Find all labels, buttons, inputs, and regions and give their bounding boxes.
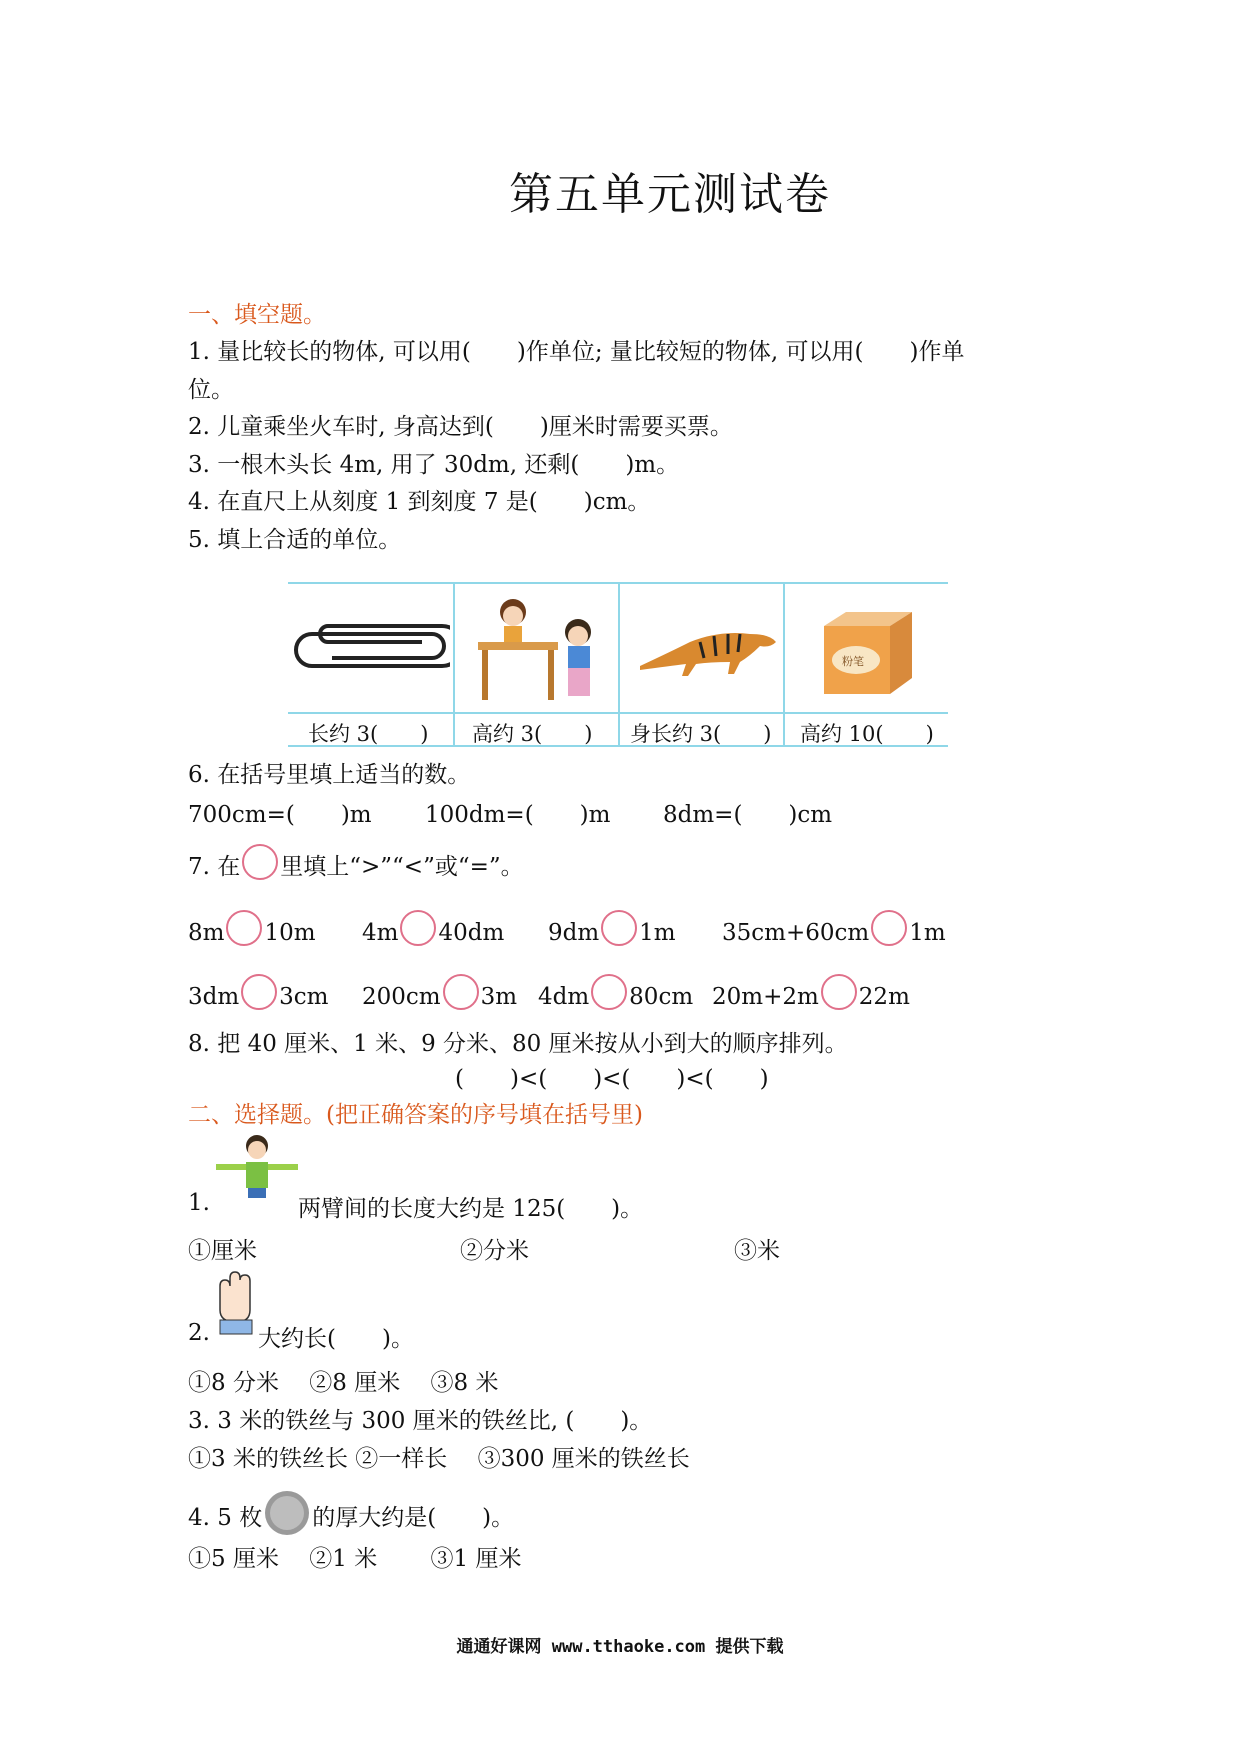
paperclip-icon (292, 622, 450, 670)
choice-1-text: 两臂间的长度大约是 125( )。 (298, 1196, 644, 1222)
cell-caption-4: 高约 10( ) (800, 722, 934, 746)
question-5: 5. 填上合适的单位。 (188, 527, 402, 553)
choice-3-text: 3. 3 米的铁丝与 300 厘米的铁丝比, ( )。 (188, 1408, 653, 1434)
compare-2: 4m 40dm (362, 916, 504, 952)
cell-caption-2: 高约 3( ) (472, 722, 593, 746)
answer-circle[interactable] (871, 910, 907, 946)
cell-caption-3: 身长约 3( ) (630, 722, 772, 746)
question-1-cont: 位。 (188, 377, 234, 403)
compare-circle-icon (242, 844, 278, 880)
choice-2-options: ①8 分米 ②8 厘米 ③8 米 (188, 1370, 499, 1396)
question-1: 1. 量比较长的物体, 可以用( )作单位; 量比较短的物体, 可以用( )作单 (188, 339, 965, 365)
conversion-3: 8dm=( )cm (663, 802, 833, 828)
answer-circle[interactable] (241, 974, 277, 1010)
conversion-2: 100dm=( )m (425, 802, 611, 828)
choice-4-options: ①5 厘米 ②1 米 ③1 厘米 (188, 1546, 522, 1572)
question-2: 2. 儿童乘坐火车时, 身高达到( )厘米时需要买票。 (188, 414, 733, 440)
tiger-icon (630, 612, 780, 682)
footer-credit: 通通好课网 www.tthaoke.com 提供下载 (456, 1637, 784, 1657)
compare-6: 200cm 3m (362, 980, 517, 1016)
compare-7: 4dm 80cm (538, 980, 693, 1016)
hand-icon (212, 1270, 258, 1336)
answer-circle[interactable] (591, 974, 627, 1010)
conversion-1: 700cm=( )m (188, 802, 372, 828)
question-6: 6. 在括号里填上适当的数。 (188, 762, 471, 788)
answer-circle[interactable] (443, 974, 479, 1010)
answer-circle[interactable] (400, 910, 436, 946)
question-8: 8. 把 40 厘米、1 米、9 分米、80 厘米按从小到大的顺序排列。 (188, 1031, 848, 1057)
compare-5: 3dm 3cm (188, 980, 329, 1016)
page-title: 第五单元测试卷 (509, 169, 831, 220)
question-7: 7. 在 里填上“>”“<”或“=”。 (188, 848, 524, 886)
choice-4-text: 4. 5 枚 的厚大约是( )。 (188, 1496, 514, 1542)
chalk-box-icon (820, 608, 916, 700)
children-table-icon (468, 590, 608, 708)
answer-circle[interactable] (821, 974, 857, 1010)
answer-circle[interactable] (226, 910, 262, 946)
boy-arms-out-icon (214, 1132, 300, 1200)
question-3: 3. 一根木头长 4m, 用了 30dm, 还剩( )m。 (188, 452, 680, 478)
choice-3-options: ①3 米的铁丝长 ②一样长 ③300 厘米的铁丝长 (188, 1446, 690, 1472)
cell-caption-1: 长约 3( ) (308, 722, 429, 746)
question-4: 4. 在直尺上从刻度 1 到刻度 7 是( )cm。 (188, 489, 651, 515)
order-blanks: ( )<( )<( )<( ) (455, 1066, 769, 1092)
section-fill-blank: 一、填空题。 (188, 302, 326, 328)
choice-1-number: 1. (188, 1190, 210, 1216)
choice-1-option-1: ①厘米 (188, 1238, 257, 1264)
compare-4: 35cm+60cm 1m (722, 916, 946, 952)
compare-8: 20m+2m 22m (712, 980, 910, 1016)
choice-2-number: 2. (188, 1320, 210, 1346)
choice-1-option-2: ②分米 (460, 1238, 529, 1264)
compare-1: 8m 10m (188, 916, 316, 952)
section-multiple-choice: 二、选择题。(把正确答案的序号填在括号里) (188, 1102, 643, 1128)
choice-2-text: 大约长( )。 (258, 1326, 414, 1352)
chalk-box-label: 粉笔 (842, 655, 864, 668)
choice-1-option-3: ③米 (734, 1238, 780, 1264)
compare-3: 9dm 1m (548, 916, 676, 952)
coin-icon (264, 1490, 310, 1536)
answer-circle[interactable] (601, 910, 637, 946)
